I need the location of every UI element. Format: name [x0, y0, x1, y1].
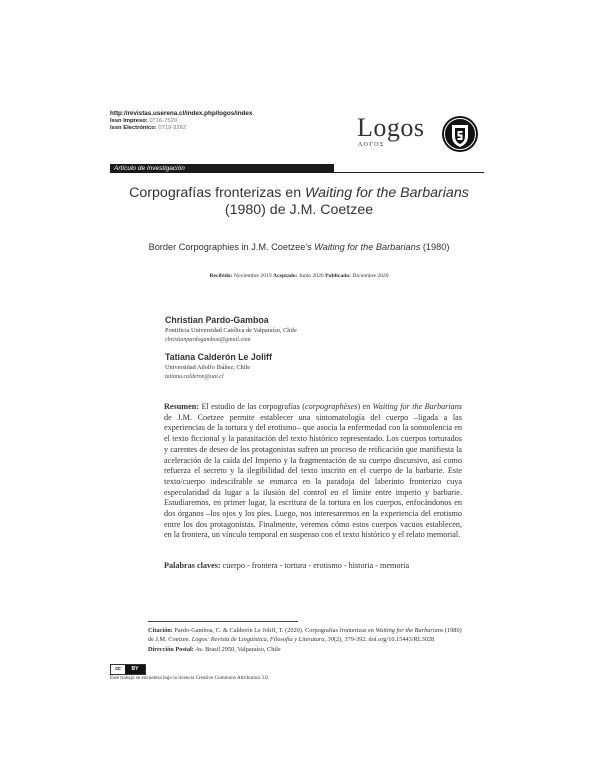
journal-url[interactable]: http://revistas.userena.cl/index.php/logos/index	[110, 110, 253, 117]
citation-label: Citación:	[148, 627, 173, 634]
abstract-italic-2: Waiting for the Barbarians	[372, 402, 462, 411]
abstract	[164, 402, 462, 541]
keywords-label: Palabras claves:	[164, 561, 221, 570]
journal-logo-text: Logos	[357, 113, 425, 142]
address-value: Av. Brasil 2950, Valparaíso, Chile	[193, 645, 281, 653]
citation-block	[148, 626, 463, 654]
english-title	[110, 242, 488, 252]
article-title-line2: (1980) de J.M. Coetzee	[224, 202, 374, 218]
author-email[interactable]: tatiana.calderon@uai.cl	[165, 374, 224, 380]
abstract-text-3: de J.M. Coetzee permite establecer una sintomatología del cuerpo –ligada a las experiencias de la tortura y del erotismo– que asocia la enfermedad con la somnolencia en el texto ficcional y la parasitación del texto histórico representado. Los cuerpos torturados y carentes de deseo de los protagonistas sufren un proceso de reificación que manifiesta la aceleración de la caída del Imperio y la fragmentación de su cuerpo discursivo, así como refuerza el secreto y la ilegibilidad del texto inscrito en el cuerpo de la barbarie. Este texto/cuerpo indescifrable se enmarca en la paradoja del laberinto fronterizo cuya especularidad da lugar a la ilusión del control en el límite entre imperio y barbarie. Estudiaremos, en primer lugar, la escritura de la tortura en los cuerpos, enfocándonos en dos órganos –los ojos y los pies. Luego, nos interesaremos en la experiencia del erotismo entre los dos protagonistas. Finalmente, veremos cómo estos cuerpos vacuos establecen, en la frontera, un vínculo temporal en suspenso con el texto histórico y el relato memorial.	[164, 412, 462, 540]
article-dates	[110, 273, 488, 279]
abstract-text-2: ) en	[357, 402, 373, 411]
english-title-suffix: (1980)	[420, 242, 450, 252]
title-italic: Waiting for the Barbarians	[305, 185, 469, 201]
issn-print-label: Issn Impreso:	[110, 118, 148, 124]
article-title-line1	[110, 185, 488, 201]
author-affiliation: Pontificia Universidad Católica de Valparaíso, Chile	[165, 327, 297, 334]
received-label: Recibido:	[209, 273, 233, 279]
cc-badge-right: BY	[125, 665, 145, 674]
university-emblem-icon	[440, 114, 480, 154]
keywords-value: cuerpo - frontera - tortura - erotismo - historia - memoria	[220, 561, 410, 570]
section-label: Artículo de Investigación	[114, 165, 185, 172]
issn-electronic	[110, 125, 186, 131]
author-name: Christian Pardo-Gamboa	[165, 315, 269, 325]
citation-text-2: (1980) de J.M. Coetzee.	[148, 627, 462, 644]
accepted-value: Junio 2020	[298, 273, 324, 279]
citation-text-1: Pardo-Gamboa, C. & Calderón Le Joliff, T. (2020). Corpografías fronterizas en	[172, 627, 376, 634]
issn-print	[110, 118, 177, 124]
received-value: Noviembre 2019	[233, 273, 272, 279]
issn-electronic-value: 0719-3262	[158, 125, 187, 131]
license-text: Este trabajo se encuentra bajo la licencia Creative Commons Attribution 3.0.	[110, 675, 270, 681]
address-label: Dirección Postal:	[148, 645, 194, 653]
accepted-label: Aceptado:	[273, 273, 298, 279]
author-name: Tatiana Calderón Le Joliff	[165, 352, 272, 362]
abstract-text-1: El estudio de las corpografías (	[199, 402, 306, 411]
cc-license-icon[interactable]	[110, 664, 146, 675]
published-label: Publicado:	[325, 273, 351, 279]
citation-text-3[interactable]: (2), 379-392. doi.org/10.15443/RL3028	[333, 636, 435, 644]
journal-logo-subtext: ΛΟΓΟΣ	[358, 142, 385, 148]
english-title-prefix: Border Corpographies in J.M. Coetzee's	[148, 242, 315, 252]
abstract-label: Resumen:	[164, 402, 200, 411]
published-value: Diciembre 2020	[352, 273, 389, 279]
title-prefix: Corpografías fronterizas en	[129, 185, 306, 201]
author-affiliation: Universidad Adolfo Ibáñez, Chile	[165, 364, 250, 371]
english-title-italic: Waiting for the Barbarians	[314, 242, 421, 252]
section-divider	[334, 172, 484, 173]
issn-electronic-label: Issn Electrónico:	[110, 125, 157, 131]
keywords	[164, 561, 464, 570]
cc-badge-left: cc	[111, 665, 125, 674]
author-email[interactable]: christianpardogamboa@gmail.com	[165, 337, 251, 343]
citation-italic-1: Waiting for the Barbarians	[375, 627, 444, 634]
footnote-rule	[148, 621, 298, 622]
issn-print-value: 0716-7520	[149, 118, 178, 124]
citation-italic-2: Logos: Revista de Lingüística, Filosofía y Literatura, 30	[191, 636, 334, 644]
abstract-italic-1: corpographèses	[305, 402, 358, 411]
